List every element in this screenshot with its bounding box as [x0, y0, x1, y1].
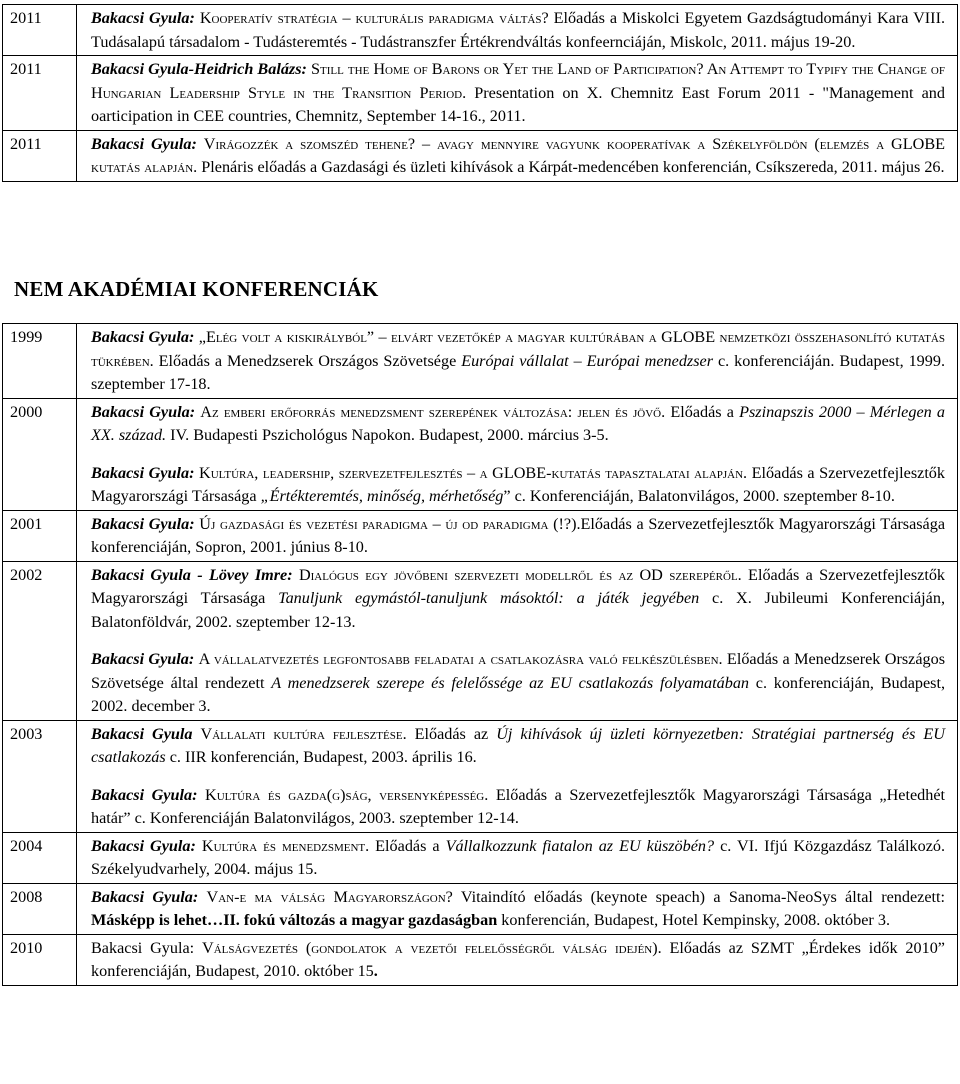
- entry-description: Előadás a: [665, 402, 740, 421]
- entry-description: IV. Budapesti Pszichológus Napokon. Budapest, 2000. március 3-5.: [166, 426, 609, 444]
- conference-entry: [91, 564, 945, 635]
- entry-title: Kooperatív stratégia – kulturális paradigma váltás?: [199, 9, 549, 27]
- conference-entry: [91, 7, 945, 54]
- entry-event-title: Tanuljunk egymástól-tanuljunk másoktól: a játék jegyében: [278, 589, 700, 607]
- entry-title: Kultúra és menedzsment.: [201, 836, 370, 855]
- entry-description: Előadás a Szervezetfejlesztők Magyarországi Társasága „Hetedhét határ” c. Konferenciáján Balatonvilágos, 2003. szeptember 12-14.: [91, 785, 946, 827]
- year-cell: 2003: [3, 720, 77, 832]
- entry-event-title: Vállalkozzunk fiatalon az EU küszöbén?: [445, 836, 715, 855]
- entry-description: Előadás a Menedzserek Országos Szövetsége által rendezett: [91, 650, 946, 692]
- entry-author: Bakacsi Gyula: [91, 724, 193, 743]
- entry-description: ” c. Konferenciáján, Balatonvilágos, 2000. szeptember 8-10.: [503, 487, 895, 505]
- entry-description: Előadás a Szervezetfejlesztők Magyarországi Társasága: [91, 463, 945, 505]
- conference-row: [3, 561, 958, 720]
- entry-event-title: Új kihívások új üzleti környezetben: Stratégiai partnerség és EU csatlakozás: [91, 724, 945, 766]
- non-academic-conference-table: [2, 323, 958, 986]
- conference-entry: [91, 462, 945, 509]
- entry-cell: [77, 5, 958, 56]
- conference-row: [3, 720, 958, 832]
- conference-row: [3, 324, 958, 399]
- entry-emphasis: .: [373, 962, 378, 980]
- year-cell: 2011: [3, 5, 77, 56]
- conference-entry: [91, 784, 945, 831]
- entry-description: Előadás az SZMT „Érdekes idők 2010” konferenciáján, Budapest, 2010. október 15: [91, 938, 945, 980]
- entry-title: Új gazdasági és vezetési paradigma – új od paradigma (!?).: [199, 514, 581, 533]
- conference-entry: [91, 133, 945, 180]
- section-title: NEM AKADÉMIAI KONFERENCIÁK: [14, 277, 379, 301]
- entry-cell: [77, 883, 958, 934]
- entry-cell: [77, 832, 958, 883]
- top-conference-table: [2, 4, 958, 182]
- entry-title: Dialógus egy jövőbeni szervezeti modellről és az OD szerepéről.: [298, 565, 742, 584]
- year-cell: 2008: [3, 883, 77, 934]
- year-cell: 2004: [3, 832, 77, 883]
- conference-entry: [91, 835, 945, 882]
- conference-row: [3, 56, 958, 131]
- year-cell: 1999: [3, 324, 77, 399]
- entry-author: Bakacsi Gyula:: [91, 463, 195, 482]
- entry-cell: [77, 720, 958, 832]
- conference-row: [3, 398, 958, 510]
- conference-entry: [91, 58, 945, 129]
- entry-description: c. VI. Ifjú Közgazdász Találkozó. Székelyudvarhely, 2004. május 15.: [91, 836, 946, 878]
- entry-cell: [77, 56, 958, 131]
- entry-title: Válságvezetés (gondolatok a vezetői felelősségről válság idején).: [202, 938, 662, 957]
- entry-event-title: A menedzserek szerepe és felelőssége az EU csatlakozás folyamatában: [271, 673, 750, 692]
- entry-description: Előadás a: [369, 836, 446, 855]
- entry-title: Van-e ma válság Magyarországon?: [206, 887, 453, 906]
- entry-author: Bakacsi Gyula:: [91, 887, 199, 906]
- entry-description: c. IIR konferencián, Budapest, 2003. április 16.: [165, 748, 477, 766]
- entry-description: Előadás a Miskolci Egyetem Gazdságtudományi Kara VIII. Tudásalapú társadalom - Tudásteremtés - Tudástranszfer Értékrendváltás konfeernciáján, Miskolc, 2011. május 19-20.: [91, 9, 946, 51]
- entry-description: Presentation on X. Chemnitz East Forum 2011 - "Management and oarticipation in CEE countries, Chemnitz, September 14-16., 2011.: [91, 83, 945, 125]
- conference-entry: [91, 937, 945, 984]
- entry-cell: [77, 510, 958, 561]
- entry-author: Bakacsi Gyula:: [91, 328, 195, 346]
- entry-title: Vállalati kultúra fejlesztése.: [200, 724, 407, 743]
- entry-author: Bakacsi Gyula:: [91, 9, 195, 27]
- entry-description: Előadás a Menedzserek Országos Szövetsége: [153, 351, 462, 370]
- entry-author: Bakacsi Gyula:: [91, 650, 195, 668]
- conference-row: [3, 5, 958, 56]
- entry-author: Bakacsi Gyula:: [91, 514, 195, 533]
- entry-event-title: Európai vállalat – Európai menedzser: [461, 351, 714, 370]
- entry-description: Plenáris előadás a Gazdasági és üzleti kihívások a Kárpát-medencében konferencián, Csíkszereda, 2011. május 26.: [197, 158, 945, 176]
- entry-cell: [77, 130, 958, 181]
- entry-description: c. konferenciáján, Budapest, 2002. december 3.: [91, 673, 945, 715]
- year-cell: 2011: [3, 130, 77, 181]
- entry-description: Előadás a Szervezetfejlesztők Magyarországi Társasága konferenciáján, Sopron, 2001. június 8-10.: [91, 514, 946, 556]
- entry-description: c. X. Jubileumi Konferenciáján, Balatonföldvár, 2002. szeptember 12-13.: [91, 589, 945, 631]
- entry-cell: [77, 561, 958, 720]
- entry-author: Bakacsi Gyula - Lövey Imre:: [91, 565, 293, 584]
- entry-title: Virágozzék a szomszéd tehene? – avagy mennyire vagyunk kooperatívak a Székelyföldön (elemzés a GLOBE kutatás alapján.: [91, 134, 946, 176]
- conference-entry: [91, 513, 945, 560]
- entry-cell: [77, 324, 958, 399]
- year-cell: 2000: [3, 398, 77, 510]
- entry-description: Vitaindító előadás (keynote speach) a Sanoma-NeoSys által rendezett:: [452, 887, 946, 906]
- year-cell: 2001: [3, 510, 77, 561]
- conference-row: [3, 510, 958, 561]
- entry-description: c. konferenciáján. Budapest, 1999. szeptember 17-18.: [91, 351, 945, 393]
- conference-entry: [91, 886, 945, 933]
- entry-author: Bakacsi Gyula:: [91, 134, 197, 153]
- entry-title: Kultúra, leadership, szervezetfejlesztés – a GLOBE-kutatás tapasztalatai alapján.: [199, 463, 748, 482]
- year-cell: 2011: [3, 56, 77, 131]
- entry-cell: [77, 934, 958, 985]
- entry-title: Kultúra és gazda(g)ság, versenyképesség.: [205, 785, 489, 804]
- entry-title: „Elég volt a kiskirályból” – elvárt vezetőkép a magyar kultúrában a GLOBE nemzetközi összehasonlító kutatás tükrében.: [91, 328, 945, 370]
- entry-event-title: „Értékteremtés, minőség, mérhetőség: [260, 487, 504, 505]
- entry-event-title: Pszinapszis 2000 – Mérlegen a XX. század.: [91, 402, 945, 444]
- entry-emphasis: Másképp is lehet…II. fokú változás a magyar gazdaságban: [91, 911, 498, 929]
- entry-description: Előadás az: [406, 724, 497, 743]
- conference-row: [3, 832, 958, 883]
- entry-title: Still the Home of Barons or Yet the Land of Participation? An Attempt to Typify the Change of Hungarian Leadership Style in the Transition Period.: [91, 60, 945, 102]
- conference-row: [3, 934, 958, 985]
- entry-author: Bakacsi Gyula-Heidrich Balázs:: [91, 60, 307, 78]
- conference-row: [3, 883, 958, 934]
- conference-entry: [91, 326, 945, 397]
- entry-description: konferencián, Budapest, Hotel Kempinsky, 2008. október 3.: [497, 911, 890, 929]
- entry-description: Előadás a Szervezetfejlesztők Magyarországi Társasága: [91, 565, 946, 607]
- conference-entry: [91, 648, 945, 719]
- entry-author: Bakacsi Gyula:: [91, 938, 195, 957]
- conference-entry: [91, 401, 945, 448]
- conference-row: [3, 130, 958, 181]
- entry-author: Bakacsi Gyula:: [91, 785, 198, 804]
- entry-cell: [77, 398, 958, 510]
- entry-author: Bakacsi Gyula:: [91, 836, 196, 855]
- conference-entry: [91, 723, 945, 770]
- year-cell: 2002: [3, 561, 77, 720]
- year-cell: 2010: [3, 934, 77, 985]
- entry-author: Bakacsi Gyula:: [91, 402, 196, 421]
- entry-title: A vállalatvezetés legfontosabb feladatai a csatlakozásra való felkészülésben.: [198, 650, 723, 668]
- entry-title: Az emberi erőforrás menedzsment szerepének változása: jelen és jövő.: [200, 402, 666, 421]
